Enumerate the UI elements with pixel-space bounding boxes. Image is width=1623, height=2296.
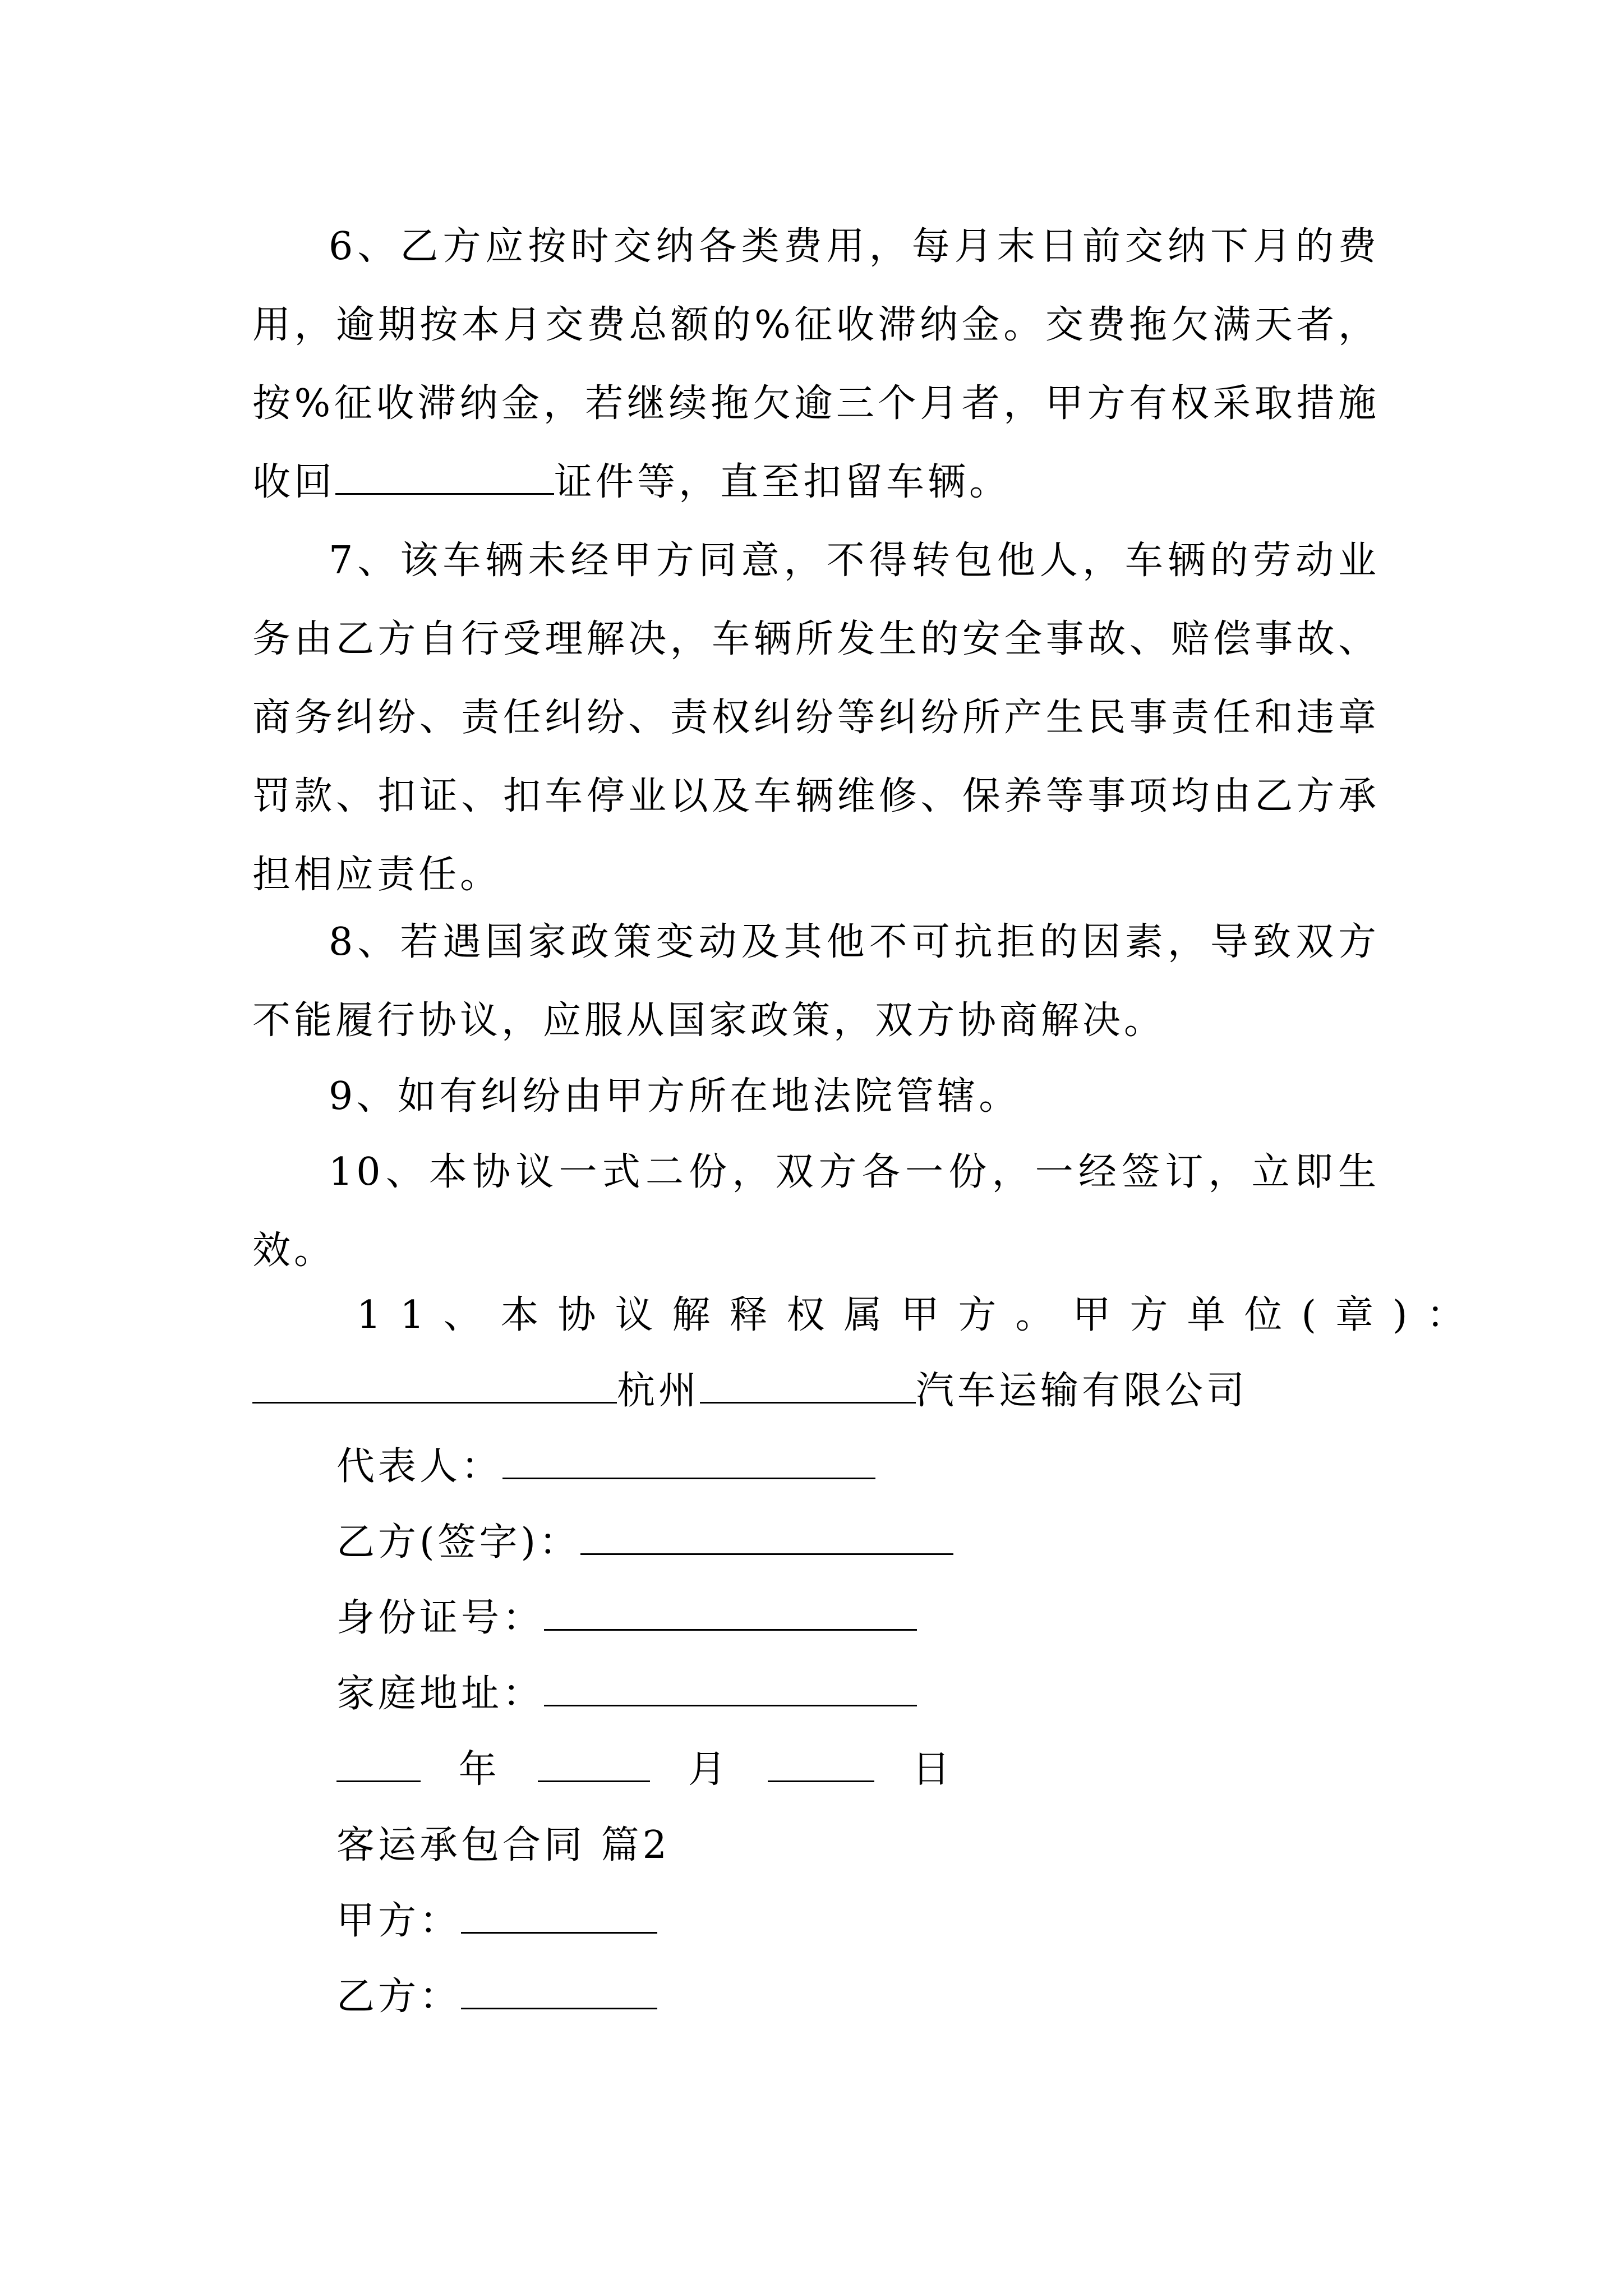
blank-line xyxy=(252,1366,617,1404)
section-2-party-a-label: 甲方： xyxy=(336,1899,462,1943)
party-b-sign-field[interactable] xyxy=(580,1517,953,1555)
blank-line xyxy=(335,457,554,495)
day-label: 日 xyxy=(912,1747,954,1792)
section-2-party-b-line xyxy=(336,1969,657,2025)
id-number-field[interactable] xyxy=(544,1593,917,1631)
section-2-party-a-field[interactable] xyxy=(461,1896,657,1934)
clause-7: 7、该车辆未经甲方同意，不得转包他人，车辆的劳动业务由乙方自行受理解决，车辆所发生的安全事故、赔偿事故、商务纠纷、责任纠纷、责权纠纷等纠纷所产生民事责任和违章罚款、扣证、扣车停业以及车辆维修、保养等事项均由乙方承担相应责任。 xyxy=(252,539,1380,897)
year-label: 年 xyxy=(458,1747,500,1792)
section-2-party-b-field[interactable] xyxy=(461,1972,657,2009)
blank-line xyxy=(700,1366,916,1404)
clause-11: 11、本协议解释权属甲方。甲方单位(章)： xyxy=(357,1293,1484,1337)
representative-label: 代表人： xyxy=(336,1444,503,1489)
clause-6 xyxy=(252,208,1380,522)
company-line xyxy=(252,1363,1248,1419)
home-address-line xyxy=(336,1666,917,1722)
month-field[interactable] xyxy=(538,1745,650,1782)
representative-line xyxy=(336,1439,875,1495)
section-2-party-b-label: 乙方： xyxy=(336,1975,462,2019)
section-2-party-a-line xyxy=(336,1893,657,1949)
day-field[interactable] xyxy=(768,1745,874,1782)
date-line xyxy=(336,1742,953,1798)
clause-6-text: 6、乙方应按时交纳各类费用，每月末日前交纳下月的费用，逾期按本月交费总额的%征收滞纳金。交费拖欠满天者，按%征收滞纳金，若继续拖欠逾三个月者，甲方有权采取措施收回 xyxy=(252,224,1380,504)
month-label: 月 xyxy=(688,1747,730,1792)
clause-6-text-end: 证件等，直至扣留车辆。 xyxy=(554,460,1011,504)
clause-9: 9、如有纠纷由甲方所在地法院管辖。 xyxy=(329,1074,1021,1119)
clause-10: 10、本协议一式二份，双方各一份，一经签订，立即生效。 xyxy=(252,1150,1380,1273)
party-b-sign-line xyxy=(336,1515,953,1571)
clause-8: 8、若遇国家政策变动及其他不可抗拒的因素，导致双方不能履行协议，应服从国家政策，双方协商解决。 xyxy=(252,920,1380,1043)
company-city: 杭州 xyxy=(617,1369,700,1413)
year-field[interactable] xyxy=(336,1745,421,1782)
id-number-line xyxy=(336,1590,917,1646)
representative-field[interactable] xyxy=(502,1442,875,1479)
section-2-title: 客运承包合同 篇2 xyxy=(336,1823,670,1867)
home-address-label: 家庭地址： xyxy=(336,1672,545,1716)
id-number-label: 身份证号： xyxy=(336,1596,545,1640)
home-address-field[interactable] xyxy=(544,1669,917,1706)
party-b-sign-label: 乙方(签字)： xyxy=(336,1520,581,1565)
company-suffix: 汽车运输有限公司 xyxy=(916,1369,1248,1413)
